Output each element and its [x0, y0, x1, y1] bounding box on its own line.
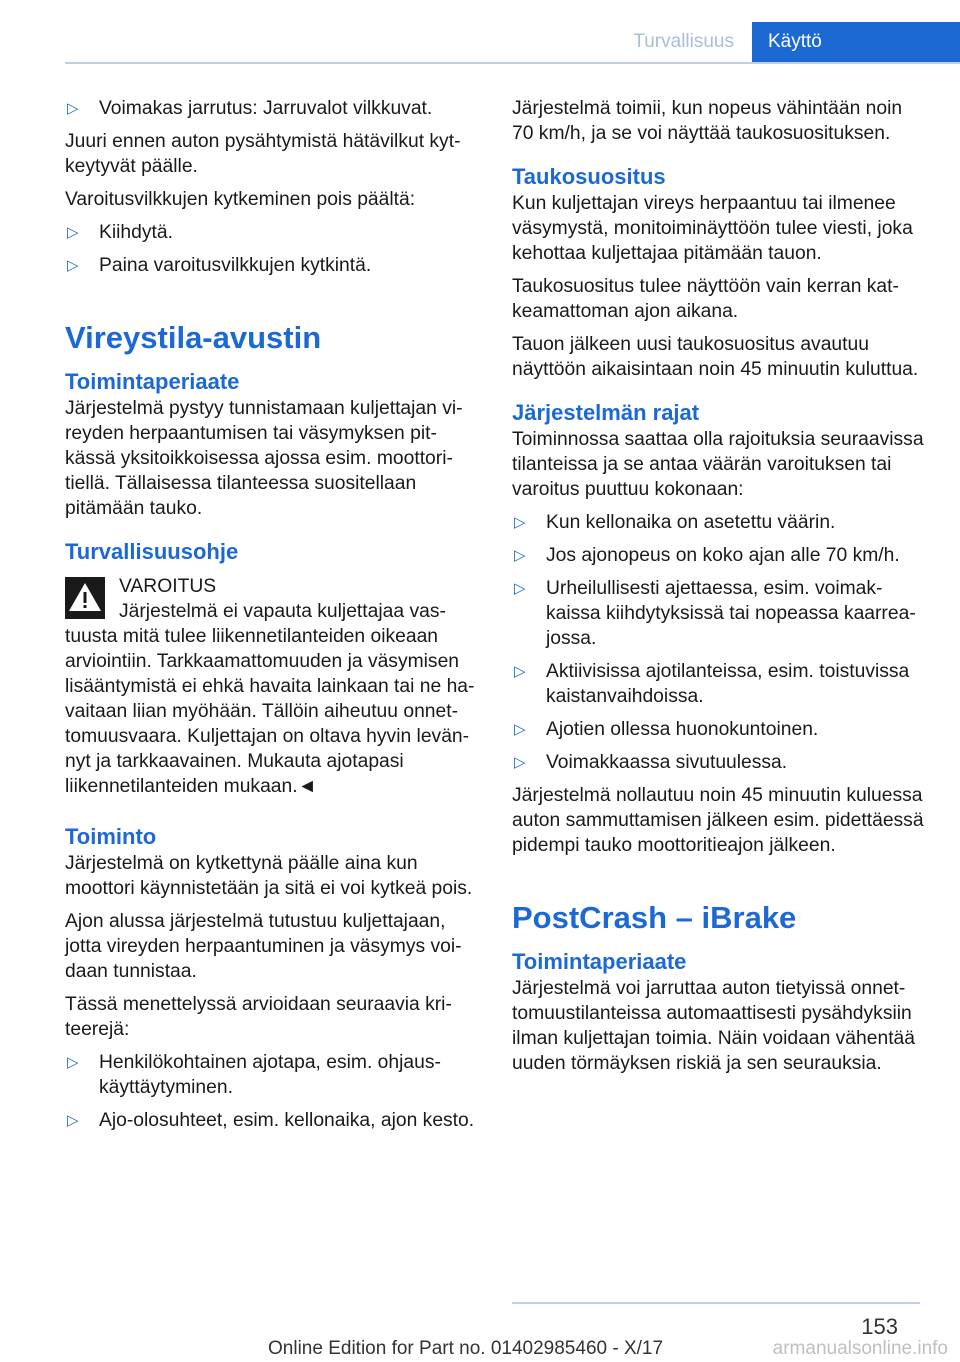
- warning-label: VAROITUS: [119, 576, 217, 597]
- header-divider: [65, 62, 960, 64]
- bullet-triangle-icon: ▷: [67, 100, 79, 117]
- heading-jarjestelman-rajat: Järjestelmän rajat: [512, 400, 700, 425]
- list-item: ▷ Jos ajonopeus on koko ajan alle 70 km/h.: [514, 545, 900, 566]
- paragraph: Toiminnossa saattaa olla rajoituksia seuraavissa tilanteissa ja se antaa väärän varoituksen tai varoitus puuttuu kokonaan:: [512, 429, 924, 500]
- paragraph: Tässä menettelyssä arvioidaan seuraavia kriteerejä:: [65, 994, 452, 1040]
- bullet-triangle-icon: ▷: [67, 1054, 79, 1071]
- tab-turvallisuus[interactable]: Turvallisuus: [633, 31, 734, 52]
- paragraph: Varoitusvilkkujen kytkeminen pois päältä:: [65, 189, 416, 210]
- paragraph: Järjestelmä pystyy tunnistamaan kuljettajan vireyden herpaantumisen tai väsymyksen pitkässä yksitoikkoisessa ajossa esim. moottoritiellä. Tällaisessa tilanteessa suositellaan pitämään tauko.: [65, 398, 463, 519]
- list-item: ▷ Voimakkaassa sivutuulessa.: [514, 752, 788, 773]
- watermark: armanualsonline.info: [772, 1338, 948, 1359]
- warning-triangle-icon: [65, 577, 105, 619]
- bullet-triangle-icon: ▷: [514, 514, 526, 531]
- list-item: ▷ Paina varoitusvilkkujen kytkintä.: [67, 255, 372, 276]
- page-number: 153: [861, 1314, 898, 1339]
- header-tabs: [633, 22, 960, 62]
- warning-box: [65, 574, 477, 799]
- paragraph: Taukosuositus tulee näyttöön vain kerran katkeamattoman ajon aikana.: [512, 276, 899, 322]
- list-item: ▷ Ajo-olosuhteet, esim. kellonaika, ajon kesto.: [67, 1110, 475, 1131]
- bullet-triangle-icon: ▷: [67, 224, 79, 241]
- left-column: [65, 96, 477, 1141]
- bullet-triangle-icon: ▷: [514, 580, 526, 597]
- paragraph: Järjestelmä on kytkettynä päälle aina kun moottori käynnistetään ja sitä ei voi kytkeä pois.: [65, 853, 473, 899]
- footer-divider: [512, 1302, 920, 1304]
- heading-toimintaperiaate-2: Toimintaperiaate: [512, 949, 687, 974]
- paragraph: Järjestelmä toimii, kun nopeus vähintään noin 70 km/h, ja se voi näyttää taukosuosituksen.: [512, 98, 903, 144]
- bullet-triangle-icon: ▷: [514, 721, 526, 738]
- list-item: ▷ Kun kellonaika on asetettu väärin.: [514, 512, 836, 533]
- list-item: ▷ Urheilullisesti ajettaessa, esim. voimakkaissa kiihdytyksissä tai nopeassa kaarreajossa.: [514, 578, 916, 649]
- bullet-triangle-icon: ▷: [514, 547, 526, 564]
- list-item: ▷ Henkilökohtainen ajotapa, esim. ohjauskäyttäytyminen.: [67, 1052, 441, 1098]
- tab-kaytto[interactable]: Käyttö: [752, 22, 960, 62]
- paragraph: Tauon jälkeen uusi taukosuositus avautuu näyttöön aikaisintaan noin 45 minuutin kuluttua.: [512, 334, 919, 380]
- heading-taukosuositus: Taukosuositus: [512, 164, 666, 189]
- paragraph: Järjestelmä voi jarruttaa auton tietyissä onnettomuustilanteissa automaattisesti pysähdyksiin ilman kuljettajan toimia. Näin voidaan vähentää uuden törmäyksen riskiä ja sen seurauksia.: [512, 978, 916, 1074]
- edition-note: Online Edition for Part no. 01402985460 - X/17: [268, 1338, 664, 1359]
- heading-turvallisuusohje: Turvallisuusohje: [65, 539, 239, 564]
- section-title-vireystila: Vireystila-avustin: [65, 320, 322, 355]
- paragraph: Kun kuljettajan vireys herpaantuu tai ilmenee väsymystä, monitoiminäyttöön tulee viesti, joka kehottaa kuljettajaa pitämään tauon.: [512, 193, 913, 264]
- paragraph: Juuri ennen auton pysähtymistä hätävilkut kytkeytyvät päälle.: [65, 131, 461, 177]
- list-item: ▷ Aktiivisissa ajotilanteissa, esim. toistuvissa kaistanvaihdoissa.: [514, 661, 910, 707]
- list-item: ▷ Kiihdytä.: [67, 222, 173, 243]
- paragraph: Järjestelmä nollautuu noin 45 minuutin kuluessa auton sammuttamisen jälkeen esim. pidettäessä pidempi tauko moottoritieajon jälkeen.: [512, 785, 924, 856]
- bullet-triangle-icon: ▷: [67, 1112, 79, 1129]
- paragraph: Ajon alussa järjestelmä tutustuu kuljettajaan, jotta vireyden herpaantuminen ja väsymys voidaan tunnistaa.: [65, 911, 462, 982]
- bullet-triangle-icon: ▷: [67, 257, 79, 274]
- bullet-triangle-icon: ▷: [514, 754, 526, 771]
- list-item: ▷ Ajotien ollessa huonokuntoinen.: [514, 719, 819, 740]
- heading-toiminto: Toiminto: [65, 824, 157, 849]
- warning-text: Järjestelmä ei vapauta kuljettajaa vastuusta mitä tulee liikennetilanteiden oikeaan arviointiin. Tarkkaamattomuuden ja väsymisen lisääntymistä ei ehkä havaita lainkaan tai ne havaitaan liian myöhään. Tällöin aiheutuu onnettomuusvaara. Kuljettajan on oltava hyvin levännyt ja tarkkaavainen. Mukauta ajotapasi liikennetilanteiden mukaan.◄: [65, 601, 475, 797]
- right-column: [512, 96, 924, 1084]
- list-item: ▷ Voimakas jarrutus: Jarruvalot vilkkuvat.: [67, 98, 433, 119]
- section-title-postcrash: PostCrash – iBrake: [512, 900, 797, 935]
- bullet-triangle-icon: ▷: [514, 663, 526, 680]
- heading-toimintaperiaate: Toimintaperiaate: [65, 369, 240, 394]
